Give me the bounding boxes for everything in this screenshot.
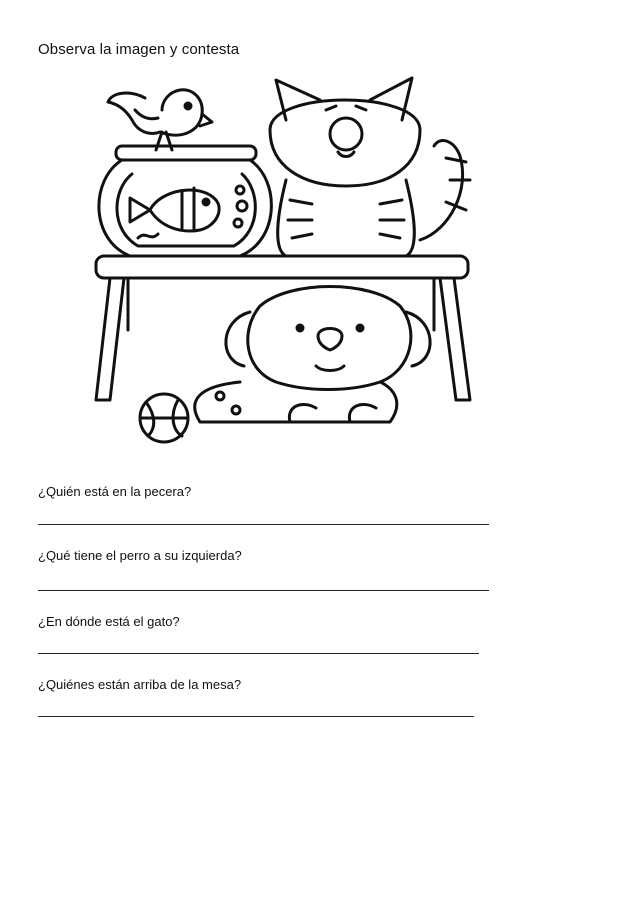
answer-line[interactable] <box>38 590 489 591</box>
question-text: ¿Quién está en la pecera? <box>38 484 192 499</box>
bird-drawing <box>108 90 212 150</box>
answer-line[interactable] <box>38 716 474 717</box>
dog-drawing <box>195 287 430 423</box>
coloring-illustration <box>90 70 510 445</box>
answer-line[interactable] <box>38 524 489 525</box>
question-text: ¿Quiénes están arriba de la mesa? <box>38 677 242 692</box>
question-text: ¿En dónde está el gato? <box>38 614 180 629</box>
fish-drawing <box>130 188 219 238</box>
answer-line[interactable] <box>38 653 479 654</box>
ball-drawing <box>140 394 188 442</box>
table-drawing <box>96 256 470 400</box>
question-text: ¿Qué tiene el perro a su izquierda? <box>38 548 242 563</box>
cat-drawing <box>270 78 470 256</box>
fishbowl-drawing <box>99 146 271 256</box>
page-title: Observa la imagen y contesta <box>38 41 240 58</box>
